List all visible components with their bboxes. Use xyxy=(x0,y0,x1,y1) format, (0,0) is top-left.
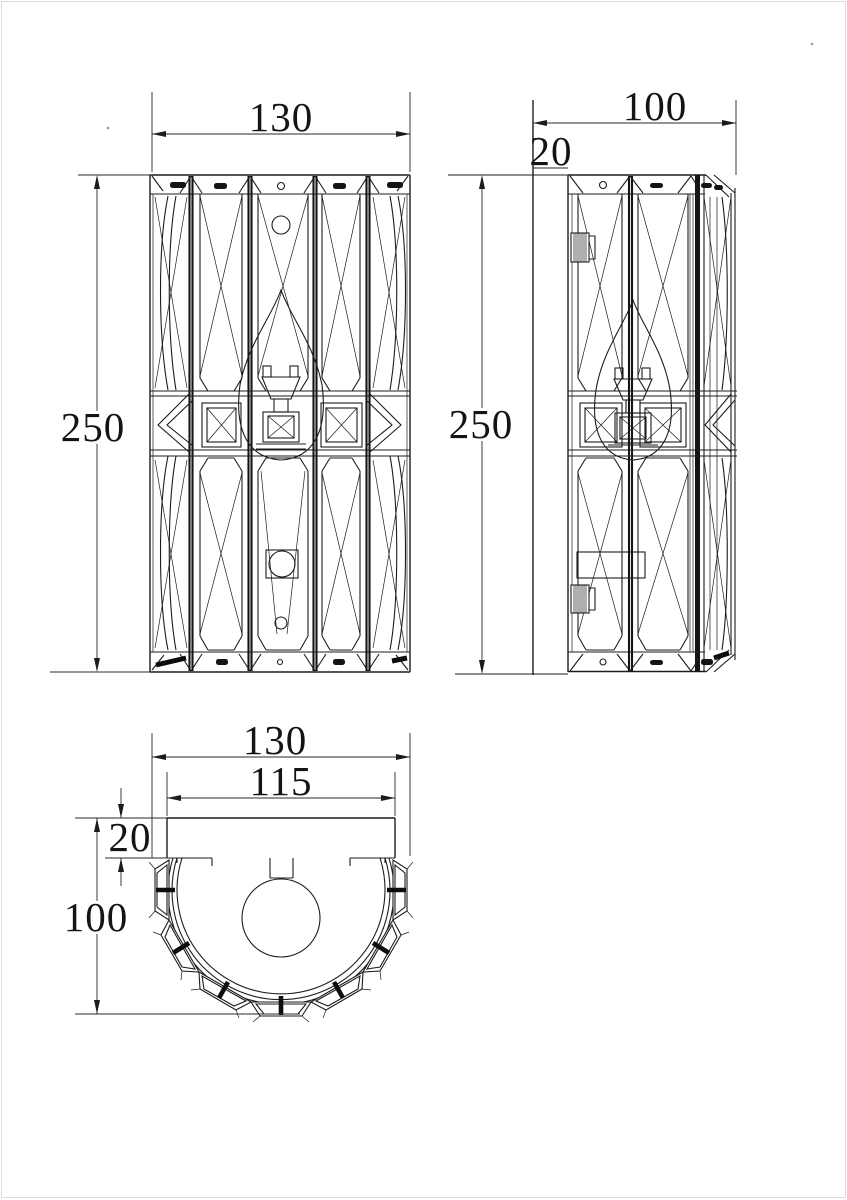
side-backplate-label: 20 xyxy=(529,128,573,174)
mount-slot xyxy=(214,183,227,189)
front-dim-width xyxy=(152,92,410,172)
bottom-dim-depth xyxy=(64,818,300,1014)
wire-hole xyxy=(269,551,295,577)
mount-slot xyxy=(650,183,663,188)
bottom-inner-width-label: 115 xyxy=(249,758,313,804)
front-dim-height xyxy=(50,175,150,672)
side-knob-bottom xyxy=(571,585,595,613)
front-height-label: 250 xyxy=(60,404,126,450)
side-view xyxy=(448,83,737,675)
page-frame xyxy=(2,2,846,1198)
mount-slot xyxy=(333,659,345,665)
screw-hole xyxy=(272,216,290,234)
side-depth-label: 100 xyxy=(622,83,688,129)
front-crystal-panel-right xyxy=(321,194,362,650)
screw-hole xyxy=(275,617,287,629)
mount-slot xyxy=(701,183,712,188)
junction-box xyxy=(577,552,645,578)
mount-slot xyxy=(333,183,346,189)
mount-slot xyxy=(170,182,186,188)
side-top-band xyxy=(570,176,723,193)
side-backplate xyxy=(448,100,568,675)
side-height-label: 250 xyxy=(448,401,514,447)
side-bottom-band xyxy=(570,653,729,671)
mount-slot xyxy=(701,659,713,665)
bottom-backplate xyxy=(167,818,395,878)
socket-stem xyxy=(270,858,293,878)
front-edge-heavy-line xyxy=(695,175,700,672)
artifact-dot xyxy=(107,127,110,130)
bottom-view xyxy=(64,717,413,1022)
socket-circle xyxy=(242,879,320,957)
mount-hole xyxy=(278,183,285,190)
crystal-prisms xyxy=(149,860,413,1022)
mount-hole xyxy=(600,182,607,189)
front-center-panel xyxy=(258,194,308,650)
front-width-label: 130 xyxy=(248,94,314,140)
front-crystal-panel-left xyxy=(200,194,242,650)
bottom-dim-inner-width xyxy=(167,758,395,816)
side-knob-top xyxy=(571,233,595,262)
front-view xyxy=(50,92,410,672)
side-dim-height xyxy=(449,175,514,674)
mount-hole xyxy=(600,659,606,665)
mount-slot xyxy=(387,182,403,188)
artifact-dot xyxy=(811,43,814,46)
mount-slot xyxy=(216,659,228,665)
side-front-edge-column xyxy=(704,197,735,650)
side-dim-backplate xyxy=(530,128,573,174)
bottom-backplate-label: 20 xyxy=(108,814,152,860)
bottom-depth-label: 100 xyxy=(63,894,129,940)
mount-slot xyxy=(650,660,663,665)
bottom-width-label: 130 xyxy=(242,717,308,763)
mount-hole xyxy=(278,660,283,665)
mount-slot xyxy=(714,185,723,190)
mount-slot xyxy=(714,653,729,658)
